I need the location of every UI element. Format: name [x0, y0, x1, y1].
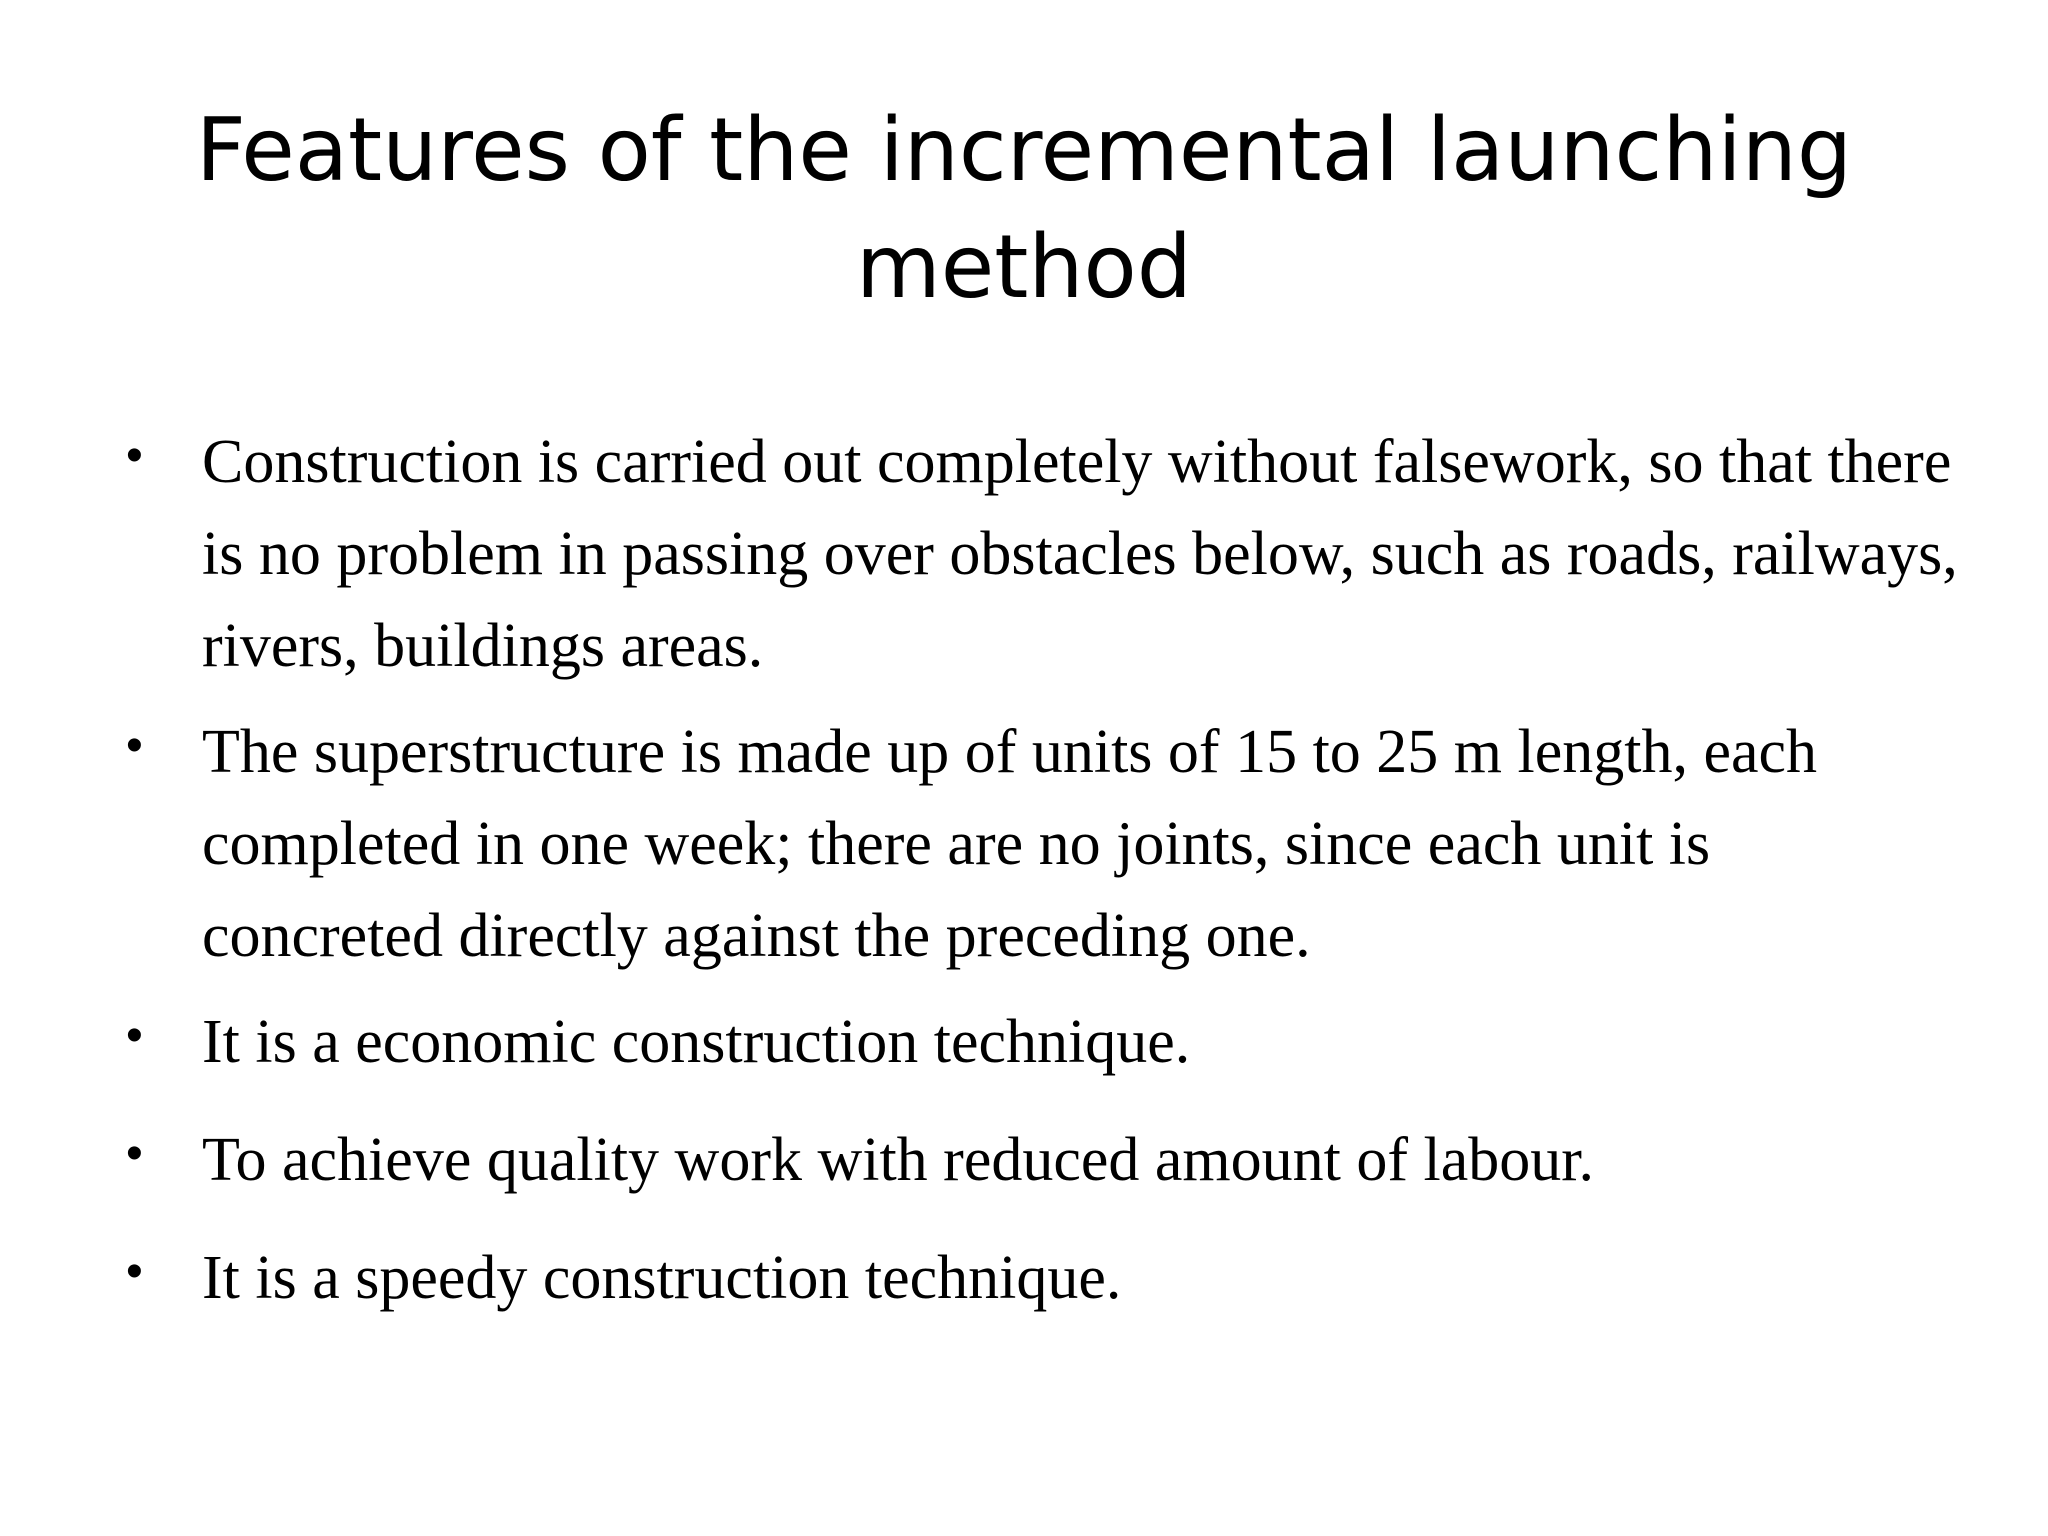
bullet-icon: • [126, 1009, 143, 1062]
bullet-text-1: Construction is carried out completely without falsework, so that there is no problem in passing over obstacles below, such as roads, railways, rivers, buildings areas. [202, 428, 1958, 680]
bullet-icon: • [126, 1127, 143, 1180]
bullet-item-5 [120, 1232, 1960, 1324]
bullet-icon: • [126, 1245, 143, 1298]
bullet-icon: • [126, 429, 143, 482]
bullet-item-4 [120, 1114, 1960, 1206]
bullet-item-3 [120, 996, 1960, 1088]
bullet-text-3: It is a economic construction technique. [202, 1008, 1191, 1076]
bullet-text-5: It is a speedy construction technique. [202, 1244, 1122, 1312]
bullet-icon: • [126, 719, 143, 772]
bullet-item-1 [120, 416, 1960, 692]
bullet-item-2 [120, 706, 1960, 982]
slide-title: Features of the incremental launching method [195, 99, 1853, 318]
bullet-text-4: To achieve quality work with reduced amount of labour. [202, 1126, 1594, 1194]
bullet-text-2: The superstructure is made up of units of 15 to 25 m length, each completed in one week; there are no joints, since each unit is concreted directly against the preceding one. [202, 718, 1818, 970]
bullet-list [120, 416, 1960, 1350]
